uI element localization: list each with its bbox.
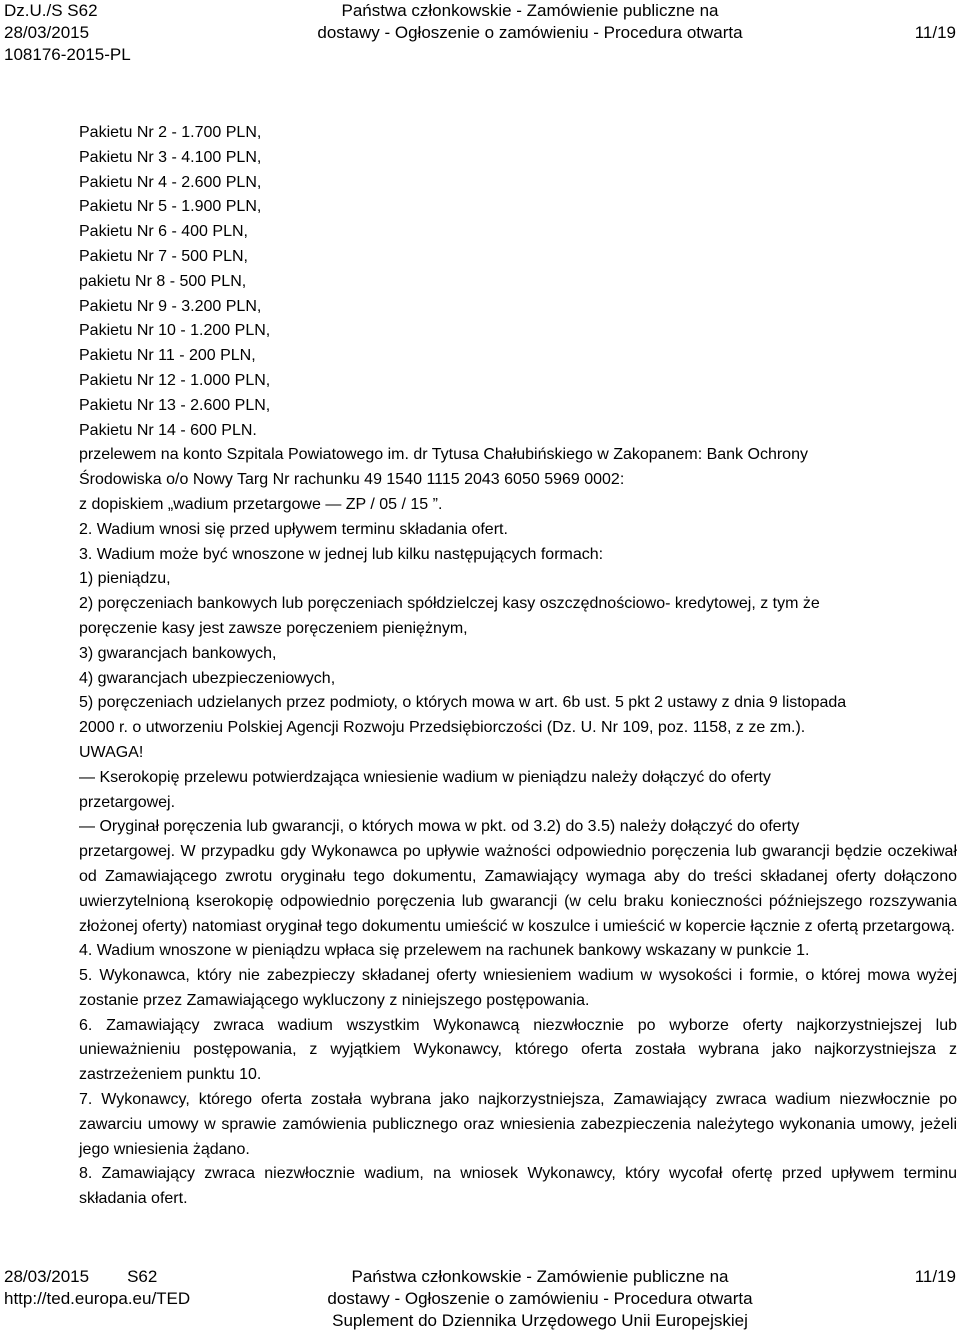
footer-title-line3: Suplement do Dziennika Urzędowego Unii Europejskiej (332, 1311, 748, 1330)
header-title-line1: Państwa członkowskie - Zamówienie publiczne na (341, 1, 719, 20)
paragraph-item-4: 4. Wadium wnoszone w pieniądzu wpłaca się przelewem na rachunek bankowy wskazany w punkcie 1. (79, 942, 810, 960)
footer-series: S62 (127, 1267, 158, 1286)
footer-right (915, 1266, 956, 1288)
text-line: Pakietu Nr 10 - 1.200 PLN, (79, 322, 271, 340)
footer-page-number: 11/19 (914, 1267, 956, 1286)
text-line: Pakietu Nr 9 - 3.200 PLN, (79, 297, 262, 315)
text-line: poręczenie kasy jest zawsze poręczeniem pieniężnym, (79, 619, 468, 637)
paragraph-item-6: 6. Zamawiający zwraca wadium wszystkim Wykonawcą niezwłocznie po wyborze oferty najkorzystniejszej lub unieważnieniu postępowania, z wyjątkiem Wykonawcy, którego oferta została wybrana jako najkorzystniejsza z zastrzeżeniem punktu 10. (79, 1016, 957, 1084)
page-number: 11/19 (914, 23, 956, 42)
text-line: 4) gwarancjach ubezpieczeniowych, (79, 669, 336, 687)
header-right (915, 0, 956, 44)
publication-date: 28/03/2015 (4, 23, 90, 42)
notice-id: 108176-2015-PL (4, 45, 131, 64)
footer-title-line1: Państwa członkowskie - Zamówienie publiczne na (351, 1267, 729, 1286)
text-line: Pakietu Nr 5 - 1.900 PLN, (79, 198, 262, 216)
text-line: Pakietu Nr 6 - 400 PLN, (79, 223, 248, 241)
text-line: Pakietu Nr 13 - 2.600 PLN, (79, 396, 271, 414)
footer-title-line2: dostawy - Ogłoszenie o zamówieniu - Procedura otwarta (327, 1289, 753, 1308)
paragraph-item-5: 5. Wykonawca, który nie zabezpieczy składanej oferty wniesieniem wadium w wysokości i formie, o której mowa wyżej zostanie przez Zamawiającego wykluczony z niniejszego postępowania. (79, 967, 957, 1009)
text-line: Pakietu Nr 7 - 500 PLN, (79, 247, 248, 265)
text-line: UWAGA! (79, 743, 144, 761)
text-line: Pakietu Nr 12 - 1.000 PLN, (79, 371, 271, 389)
text-line: 5) poręczeniach udzielanych przez podmioty, o których mowa w art. 6b ust. 5 pkt 2 ustawy z dnia 9 listopada (79, 694, 847, 712)
header-left (4, 0, 131, 66)
paragraph-guarantee-return: przetargowej. W przypadku gdy Wykonawca po upływie ważności odpowiednio poręczenia lub gwarancji będzie oczekiwał od Zamawiającego zwrotu oryginału tego dokumentu, Zamawiający wymaga aby do treści składanej oferty dołączono uwierzytelnioną kserokopię odpowiednio poręczenia lub gwarancji (w celu braku konieczności późniejszego rozszywania złożonej oferty) natomiast oryginał tego dokumentu umieścić w koszulce i umieścić w kopercie łącznie z ofertą przetargową. (79, 843, 957, 935)
footer-date: 28/03/2015 (4, 1267, 90, 1286)
text-line: — Oryginał poręczenia lub gwarancji, o których mowa w pkt. od 3.2) do 3.5) należy dołączyć do oferty (79, 818, 800, 836)
footer-left (4, 1266, 190, 1310)
text-line: przelewem na konto Szpitala Powiatowego im. dr Tytusa Chałubińskiego w Zakopanem: Bank Ochrony (79, 446, 808, 464)
text-line: 3) gwarancjach bankowych, (79, 644, 277, 662)
text-line: 2) poręczeniach bankowych lub poręczeniach spółdzielczej kasy oszczędnościowo- kredytowej, z tym że (79, 595, 820, 613)
text-line: Pakietu Nr 3 - 4.100 PLN, (79, 148, 262, 166)
text-line: Środowiska o/o Nowy Targ Nr rachunku 49 1540 1115 2043 6050 5969 0002: (79, 471, 625, 489)
document-body (79, 121, 957, 1212)
header-title-line2: dostawy - Ogłoszenie o zamówieniu - Procedura otwarta (317, 23, 743, 42)
text-line: 2000 r. o utworzeniu Polskiej Agencji Rozwoju Przedsiębiorczości (Dz. U. Nr 109, poz. 1158, z ze zm.). (79, 719, 806, 737)
paragraph-item-8: 8. Zamawiający zwraca niezwłocznie wadium, na wniosek Wykonawcy, który wycofał ofertę przed upływem terminu składania ofert. (79, 1165, 957, 1208)
header-center (310, 0, 750, 44)
text-line: Pakietu Nr 2 - 1.700 PLN, (79, 124, 262, 141)
footer-url: http://ted.europa.eu/TED (4, 1289, 191, 1308)
footer-center (310, 1266, 770, 1332)
text-line: Pakietu Nr 14 - 600 PLN. (79, 421, 257, 439)
paragraph-item-7: 7. Wykonawcy, którego oferta została wybrana jako najkorzystniejsza, Zamawiający zwraca wadium niezwłocznie po zawarciu umowy w sprawie zamówienia publicznego oraz wniesienia zabezpieczenia należytego wykonania umowy, jeżeli jego wniesienia żądano. (79, 1091, 957, 1158)
text-line: 1) pieniądzu, (79, 570, 171, 588)
text-line: przetargowej. (79, 793, 176, 811)
text-line: Pakietu Nr 4 - 2.600 PLN, (79, 173, 262, 191)
text-line: pakietu Nr 8 - 500 PLN, (79, 272, 247, 290)
text-line: 2. Wadium wnosi się przed upływem terminu składania ofert. (79, 520, 508, 538)
text-line: Pakietu Nr 11 - 200 PLN, (79, 347, 256, 365)
text-line: — Kserokopię przelewu potwierdzająca wniesienie wadium w pieniądzu należy dołączyć do oferty (79, 768, 771, 786)
text-line: 3. Wadium może być wnoszone w jednej lub kilku następujących formach: (79, 545, 604, 563)
publication-ref: Dz.U./S S62 (4, 1, 98, 20)
text-line: z dopiskiem „wadium przetargowe — ZP / 05 / 15 ”. (79, 495, 443, 513)
